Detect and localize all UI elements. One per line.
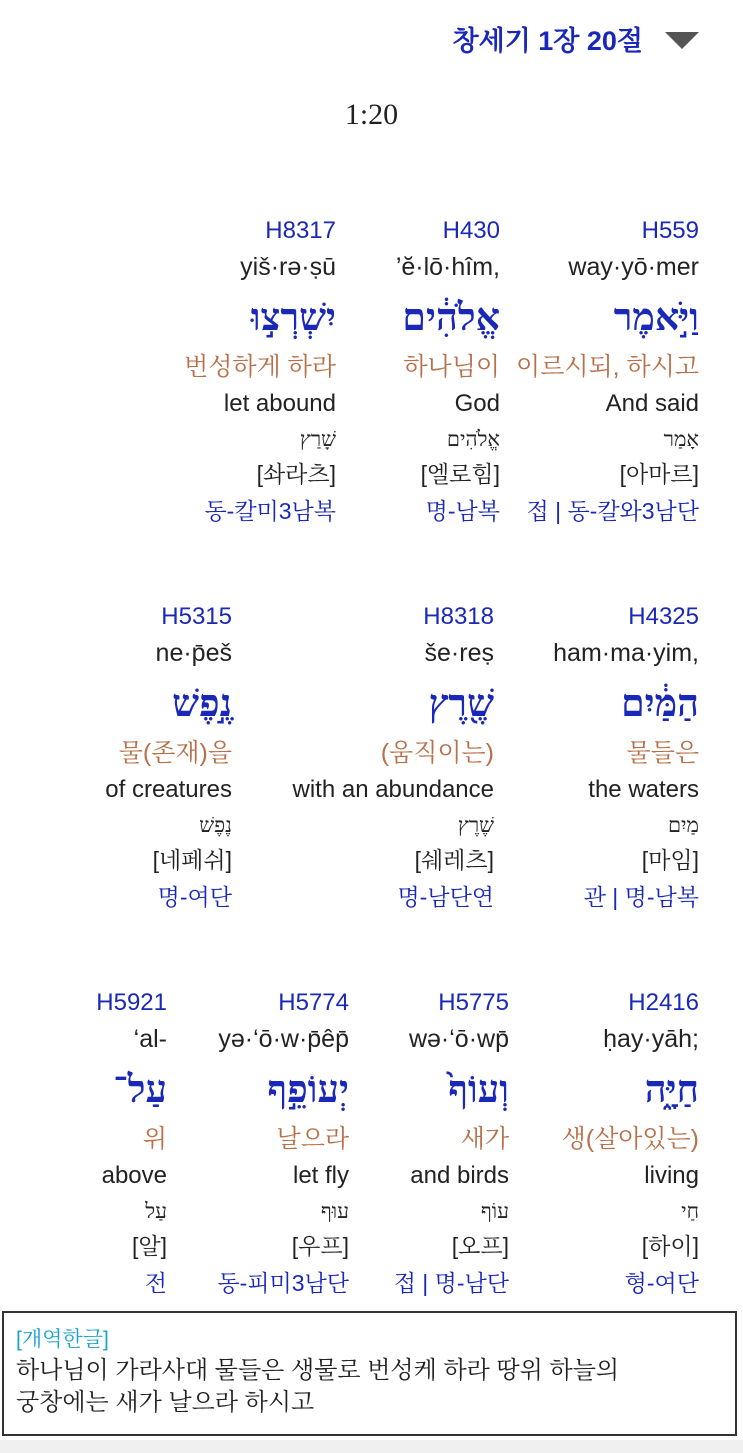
korean-gloss: 물들은 [626,739,699,767]
korean-pronunciation: [쉐레츠] [414,847,494,873]
hebrew-lemma: עוּף [320,1199,349,1223]
hebrew-lemma: שָׁרַץ [299,427,336,451]
hebrew-word: וְעוֹף֙ [448,1066,509,1111]
korean-pronunciation: [마임] [641,847,699,873]
strong-number[interactable]: H8317 [265,217,336,244]
word-card[interactable] [272,599,494,915]
morphology: 명-남단연 [397,884,494,910]
strong-number[interactable]: H4325 [628,603,699,630]
bottom-divider [0,1440,743,1453]
morphology: 명-여단 [157,884,232,910]
hebrew-lemma: נֶפֶשׁ [199,813,232,837]
hebrew-lemma: מַיִם [667,813,699,837]
strong-number[interactable]: H5775 [438,989,509,1016]
korean-gloss: 새가 [460,1125,509,1153]
strong-number[interactable]: H559 [641,217,699,244]
english-gloss: And said [605,390,699,417]
korean-pronunciation: [우프] [291,1233,349,1259]
hebrew-lemma: שֶׁרֶץ [457,813,494,837]
word-card[interactable] [535,599,699,915]
word-row-1 [0,213,743,529]
verse-number: 1:20 [344,98,399,131]
hebrew-word: הַמַּ֔יִם [620,680,699,725]
strong-number[interactable]: H8318 [423,603,494,630]
korean-gloss: 생(살아있는) [561,1125,699,1153]
word-card[interactable] [390,213,500,529]
translation-line-1: 하나님이 가라사대 물들은 생물로 번성케 하라 땅위 하늘의 [16,1357,620,1384]
english-gloss: of creatures [105,776,232,803]
korean-gloss: (움직이는) [380,739,494,767]
transliteration: way·yō·mer [568,253,699,281]
morphology: 접 | 동-칼와3남단 [526,498,699,524]
korean-gloss: 이르시되, 하시고 [516,353,699,381]
korean-pronunciation: [오프] [451,1233,509,1259]
hebrew-lemma: אֱלֹהִים [446,427,500,451]
chevron-down-icon[interactable] [665,32,699,49]
hebrew-word: חַיָּ֑ה [644,1066,699,1111]
korean-pronunciation: [네페쉬] [152,847,232,873]
transliteration: ‘al- [133,1025,167,1053]
morphology: 접 | 명-남단 [393,1270,509,1296]
transliteration: yə·‘ō·w·p̄êp̄ [218,1025,349,1053]
korean-pronunciation: [솨라츠] [256,461,336,487]
hebrew-lemma: עוֹף [480,1199,509,1223]
transliteration: ḥay·yāh; [603,1025,699,1053]
hebrew-word: שֶׁ֖רֶץ [428,680,494,725]
korean-pronunciation: [아마르] [619,461,699,487]
chapter-verse-header [453,18,699,58]
morphology: 형-여단 [624,1270,699,1296]
strong-number[interactable]: H2416 [628,989,699,1016]
english-gloss: God [454,390,500,417]
korean-gloss: 하나님이 [403,353,500,381]
english-gloss: let fly [292,1162,349,1189]
word-card[interactable] [389,985,509,1301]
word-card[interactable] [90,599,232,915]
translation-box [2,1311,737,1436]
hebrew-word: וַיֹּ֣אמֶר [613,294,699,339]
word-card[interactable] [549,985,699,1301]
transliteration: wə·‘ō·wp̄ [408,1025,509,1053]
hebrew-lemma: אָמַר [663,427,699,451]
word-row-3 [0,985,743,1301]
hebrew-word: אֱלֹהִ֔ים [402,294,500,339]
english-gloss: the waters [588,776,699,803]
word-card[interactable] [85,985,167,1301]
english-gloss: above [101,1162,167,1189]
word-card[interactable] [516,213,699,529]
strong-number[interactable]: H5315 [161,603,232,630]
strong-number[interactable]: H430 [442,217,500,244]
transliteration: ’ĕ·lō·hîm, [395,253,500,281]
morphology: 동-칼미3남복 [204,498,336,524]
hebrew-word: עַל־ [113,1066,167,1111]
english-gloss: and birds [410,1162,509,1189]
strong-number[interactable]: H5921 [96,989,167,1016]
korean-pronunciation: [엘로힘] [420,461,500,487]
korean-gloss: 위 [142,1125,167,1153]
korean-gloss: 물(존재)을 [118,739,232,767]
english-gloss: living [644,1162,699,1189]
hebrew-lemma: עַל [145,1199,167,1223]
word-card[interactable] [207,985,349,1301]
english-gloss: with an abundance [292,776,494,803]
hebrew-word: נֶ֣פֶשׁ [172,680,232,725]
word-row-2 [0,599,743,915]
word-card[interactable] [176,213,336,529]
translation-version-label: [개역한글] [16,1328,109,1351]
translation-line-2: 궁창에는 새가 날으라 하시고 [16,1389,315,1416]
korean-gloss: 날으라 [276,1125,349,1153]
transliteration: še·reṣ [424,639,494,667]
korean-gloss: 번성하게 하라 [184,353,336,381]
strong-number[interactable]: H5774 [278,989,349,1016]
english-gloss: let abound [223,390,336,417]
transliteration: yiš·rə·ṣū [240,253,336,281]
morphology: 관 | 명-남복 [583,884,699,910]
morphology: 전 [144,1270,167,1296]
korean-pronunciation: [하이] [641,1233,699,1259]
hebrew-word: יְעוֹפֵ֣ף [267,1066,349,1111]
transliteration: ne·p̄eš [155,639,232,667]
chapter-verse-title[interactable]: 창세기 1장 20절 [452,25,643,56]
hebrew-lemma: חַי [681,1199,699,1223]
korean-pronunciation: [알] [132,1233,167,1259]
morphology: 동-피미3남단 [217,1270,349,1296]
hebrew-word: יִשְׁרְצ֣וּ [250,294,336,339]
morphology: 명-남복 [425,498,500,524]
transliteration: ham·ma·yim, [553,639,699,667]
